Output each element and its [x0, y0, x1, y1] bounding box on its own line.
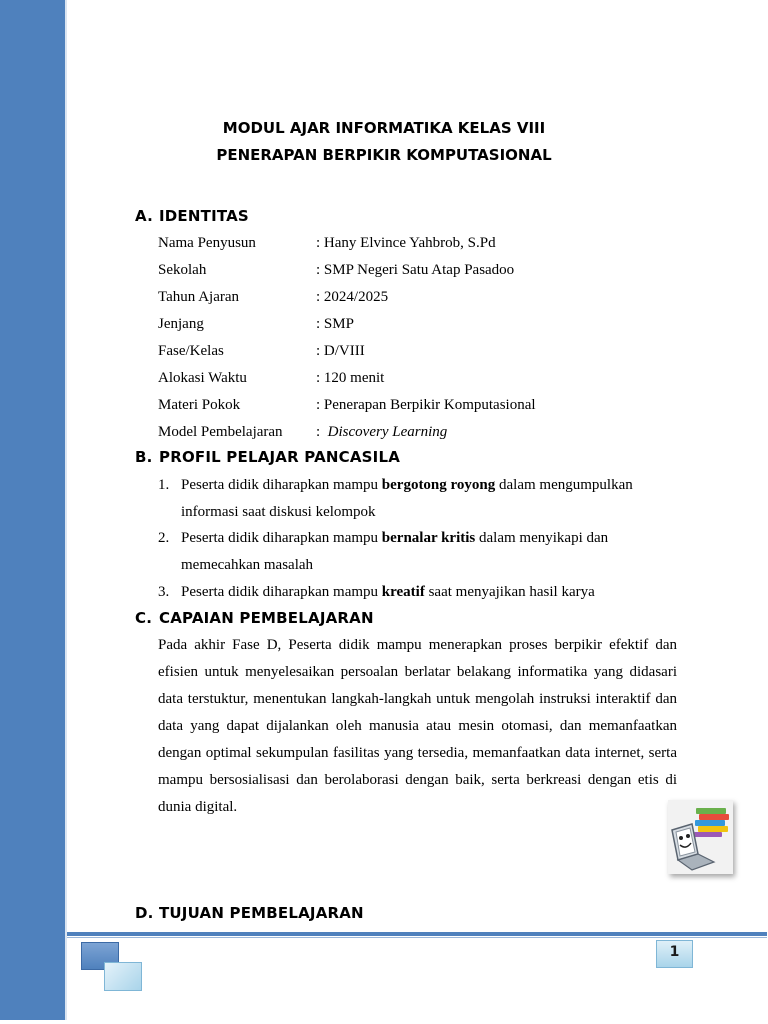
identity-value: : SMP [316, 316, 354, 332]
list-number: 2. [158, 530, 170, 546]
list-text [181, 472, 661, 526]
page-number: 1 [656, 940, 693, 968]
identity-value: : Penerapan Berpikir Komputasional [316, 397, 536, 413]
identity-label: Sekolah [158, 262, 207, 278]
section-d-letter: D. [135, 904, 154, 922]
identity-value: : 120 menit [316, 370, 385, 386]
section-a-letter: A. [135, 207, 153, 225]
laptop-books-clipart-icon [668, 800, 733, 874]
document-title-line2: PENERAPAN BERPIKIR KOMPUTASIONAL [216, 146, 552, 164]
identity-label: Alokasi Waktu [158, 370, 247, 386]
list-text-post: dalam menyikapi dan memecahkan masalah [181, 530, 609, 573]
identity-label: Materi Pokok [158, 397, 241, 413]
list-text-bold: kreatif [381, 584, 425, 600]
footer-rule [67, 932, 767, 936]
list-text-post: saat menyajikan hasil karya [424, 584, 595, 600]
identity-value: : SMP Negeri Satu Atap Pasadoo [316, 262, 515, 278]
list-text-bold: bernalar kritis [381, 530, 476, 546]
list-text-pre: Peserta didik diharapkan mampu [181, 477, 382, 493]
list-text-bold: bergotong royong [381, 477, 496, 493]
document-title-line1: MODUL AJAR INFORMATIKA KELAS VIII [222, 119, 546, 137]
section-c-title: CAPAIAN PEMBELAJARAN [159, 609, 374, 627]
identity-colon: : [316, 424, 328, 440]
identity-value [316, 422, 447, 442]
identity-model-value: Discovery Learning [327, 424, 448, 440]
footer-rule-thin [67, 937, 767, 938]
list-text [181, 579, 661, 606]
identity-value: : Hany Elvince Yahbrob, S.Pd [316, 235, 496, 251]
identity-label: Tahun Ajaran [158, 289, 240, 305]
capaian-paragraph: Pada akhir Fase D, Peserta didik mampu menerapkan proses berpikir efektif dan efisien untuk menyelesaikan persoalan berlatar belakang informatika yang didasari data terstuktur, menentukan langkah-langkah untuk mengolah instruksi interaktif dan data yang dapat dijalankan oleh manusia atau mesin otomasi, dan memanfaatkan dengan optimal sekumpulan fasilitas yang tersedia, memanfaatkan data internet, serta mampu bersosialisasi dan berolaborasi dengan baik, serta berkreasi dengan etis di dunia digital. [158, 637, 677, 815]
identity-label: Nama Penyusun [158, 235, 256, 251]
list-number: 1. [158, 477, 170, 493]
identity-value: : 2024/2025 [316, 289, 389, 305]
section-c-heading [135, 609, 374, 627]
footer-decoration-square [104, 962, 142, 991]
list-number: 3. [158, 584, 170, 600]
section-d-heading [135, 904, 364, 922]
section-d-title: TUJUAN PEMBELAJARAN [159, 904, 364, 922]
section-b-title: PROFIL PELAJAR PANCASILA [159, 448, 401, 466]
list-text-pre: Peserta didik diharapkan mampu [181, 530, 382, 546]
section-b-heading [135, 448, 400, 466]
list-text-pre: Peserta didik diharapkan mampu [181, 584, 382, 600]
identity-label: Jenjang [158, 316, 204, 332]
section-a-heading [135, 207, 249, 225]
identity-label: Model Pembelajaran [158, 424, 283, 440]
list-text [181, 525, 661, 579]
section-a-title: IDENTITAS [159, 207, 249, 225]
identity-value: : D/VIII [316, 343, 365, 359]
identity-label: Fase/Kelas [158, 343, 224, 359]
section-b-letter: B. [135, 448, 153, 466]
list-text-post: dalam mengumpulkan informasi saat diskusi kelompok [181, 477, 633, 520]
section-c-letter: C. [135, 609, 153, 627]
